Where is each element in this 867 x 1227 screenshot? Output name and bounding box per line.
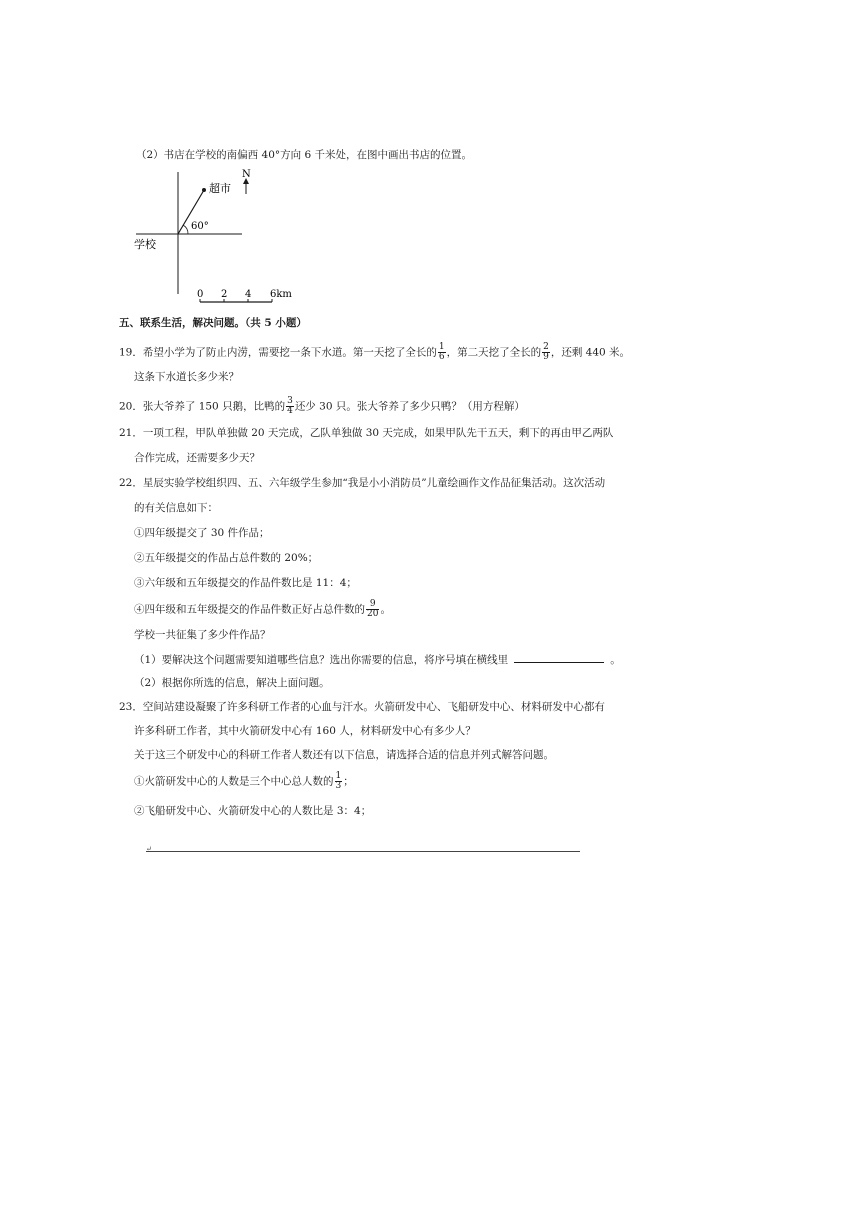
q23-line1: 23．空间站建设凝聚了许多科研工作者的心血与汗水。火箭研发中心、飞船研发中心、材料研发中心都有 [119, 701, 605, 713]
q20-text-b: 还少 30 只。张大爷养了多少只鸭？（用方程解） [294, 400, 525, 413]
school-label: 学校 [134, 238, 156, 251]
q23-info1-text-b: ； [343, 775, 354, 788]
fraction-numerator: 1 [335, 771, 342, 781]
fraction-denominator: 3 [335, 781, 342, 791]
q23-line3: 关于这三个研发中心的科研工作者人数还有以下信息，请选择合适的信息并列式解答问题。 [134, 749, 554, 761]
fraction-numerator: 3 [287, 396, 293, 406]
q19-line1 [119, 343, 630, 362]
q21-line2: 合作完成，还需要多少天？ [134, 452, 260, 464]
q19-text-b: ，第二天挖了全长的 [446, 346, 542, 359]
fraction-denominator: 20 [367, 609, 379, 619]
q22-info4-text-b: 。 [380, 603, 391, 616]
q22-line2: 的有关信息如下： [134, 502, 218, 514]
q20-text-a: 20．张大爷养了 150 只鹅，比鸭的 [119, 400, 286, 413]
fraction [335, 772, 343, 791]
page-divider [146, 851, 580, 852]
fraction-numerator: 2 [543, 342, 549, 352]
q22-sub1-end: 。 [610, 654, 621, 666]
fraction [366, 600, 379, 619]
fraction-denominator: 9 [543, 352, 549, 362]
scale-tick-label: 4 [245, 289, 252, 300]
north-label: N [242, 169, 251, 180]
q18-part2-text: （2）书店在学校的南偏西 40°方向 6 千米处，在图中画出书店的位置。 [136, 149, 472, 161]
q22-sub1 [134, 652, 621, 667]
q23-line2: 许多科研工作者，其中火箭研发中心有 160 人，材料研发中心有多少人？ [134, 725, 476, 737]
scale-tick-label: 6km [270, 289, 292, 300]
q22-info3: ③六年级和五年级提交的作品件数比是 11：4； [134, 577, 357, 589]
q22-sub2: （2）根据你所选的信息，解决上面问题。 [134, 677, 330, 689]
fraction [542, 343, 550, 362]
fraction-numerator: 1 [438, 342, 445, 352]
scale-tick-label: 0 [197, 289, 204, 300]
q22-info4-text-a: ④四年级和五年级提交的作品件数正好占总件数的 [134, 603, 365, 616]
q23-info1 [134, 772, 354, 791]
q21-line1: 21．一项工程，甲队单独做 20 天完成，乙队单独做 30 天完成，如果甲队先干五天，剩下的再由甲乙两队 [119, 427, 614, 439]
section5-title: 五、联系生活，解决问题。（共 5 小题） [119, 317, 307, 329]
q19-text-a: 19．希望小学为了防止内涝，需要挖一条下水道。第一天挖了全长的 [119, 346, 437, 359]
scale-tick-label: 2 [221, 289, 228, 300]
fraction [438, 343, 446, 362]
q22-sub1-text: （1）要解决这个问题需要知道哪些信息？选出你需要的信息，将序号填在横线里 [134, 654, 509, 666]
angle-label: 60° [191, 221, 209, 232]
fraction-denominator: 4 [287, 406, 293, 416]
q19-text-c: ，还剩 440 米。 [550, 346, 631, 359]
answer-blank[interactable] [514, 652, 604, 663]
q22-line1: 22．星辰实验学校组织四、五、六年级学生参加“我是小小消防员”儿童绘画作文作品征集活动。这次活动 [119, 477, 606, 489]
direction-diagram [130, 168, 330, 308]
q23-info2: ②飞船研发中心、火箭研发中心的人数比是 3：4； [134, 805, 372, 817]
supermarket-label: 超市 [209, 182, 231, 195]
fraction-denominator: 6 [438, 352, 445, 362]
q19-line2: 这条下水道长多少米？ [134, 371, 239, 383]
q22-question: 学校一共征集了多少件作品？ [134, 629, 271, 641]
q20-line [119, 397, 525, 416]
return-mark-icon: ↵ [146, 845, 152, 853]
q23-info1-text-a: ①火箭研发中心的人数是三个中心总人数的 [134, 775, 334, 788]
q22-info2: ②五年级提交的作品占总件数的 20%； [134, 552, 319, 564]
q22-info4 [134, 600, 391, 619]
q22-info1: ①四年级提交了 30 件作品； [134, 527, 270, 539]
fraction [286, 397, 294, 416]
fraction-numerator: 9 [366, 600, 379, 610]
